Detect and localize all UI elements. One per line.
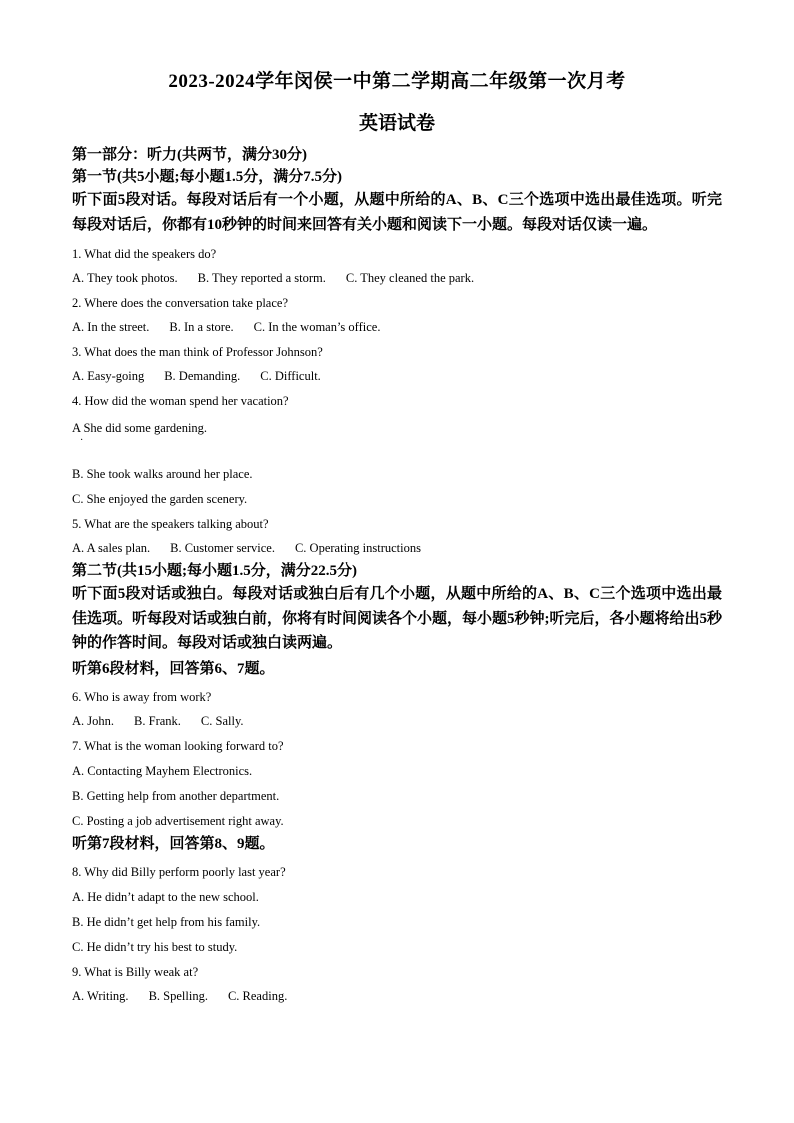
exam-subtitle: 英语试卷 (358, 113, 435, 134)
question-4-option-a: A She did some gardening. (72, 421, 208, 435)
question-4: 4. How did the woman spend her vacation? (72, 394, 289, 408)
question-7-option-c: C. Posting a job advertisement right away. (72, 813, 284, 828)
question-3: 3. What does the man think of Professor Johnson? (72, 345, 323, 359)
option-b: B. Spelling. (148, 988, 208, 1003)
option-b: B. Frank. (134, 713, 181, 728)
section2-instructions: 听下面5段对话或独白。每段对话或独白后有几个小题，从题中所给的A、B、C三个选项中选出最佳选项。听每段对话或独白前，你将有时间阅读各个小题，每小题5秒钟;听完后，各小题将给出5秒钟的作答时间。每段对话或独白读两遍。 (72, 586, 722, 651)
question-4-option-b: B. She took walks around her place. (72, 467, 253, 481)
section1-instructions: 听下面5段对话。每段对话后有一个小题，从题中所给的A、B、C三个选项中选出最佳选项。听完每段对话后，你都有10秒钟的时间来回答有关小题和阅读下一小题。每段对话仅读一遍。 (72, 192, 722, 233)
option-b: B. In a store. (169, 320, 234, 334)
exam-title: 2023-2024学年闵侯一中第二学期高二年级第一次月考 (168, 71, 626, 92)
question-9-options (72, 988, 722, 1004)
option-a: A. Easy-going (72, 369, 145, 383)
question-8-option-b: B. He didn’t get help from his family. (72, 914, 261, 929)
option-c: C. In the woman’s office. (253, 320, 381, 334)
option-a: A. A sales plan. (72, 541, 151, 555)
option-c: C. They cleaned the park. (345, 271, 475, 285)
question-5: 5. What are the speakers talking about? (72, 517, 269, 531)
option-c: C. Reading. (227, 988, 288, 1003)
option-c: C. Difficult. (260, 369, 321, 383)
option-a: A. Writing. (72, 988, 129, 1003)
question-8-option-c: C. He didn’t try his best to study. (72, 939, 238, 954)
question-2: 2. Where does the conversation take place? (72, 296, 288, 310)
question-7-option-b: B. Getting help from another department. (72, 788, 280, 803)
section1-heading: 第一节(共5小题;每小题1.5分，满分7.5分) (72, 169, 342, 185)
question-1: 1. What did the speakers do? (72, 247, 217, 261)
material-7-heading: 听第7段材料，回答第8、9题。 (72, 835, 275, 852)
question-8: 8. Why did Billy perform poorly last year? (72, 864, 286, 879)
question-4-option-c: C. She enjoyed the garden scenery. (72, 492, 248, 506)
option-b: B. Demanding. (164, 369, 241, 383)
page-content (72, 68, 722, 1004)
question-7: 7. What is the woman looking forward to? (72, 738, 284, 753)
question-6-options (72, 713, 722, 729)
option-c: C. Sally. (200, 713, 244, 728)
option-a: A. John. (72, 713, 115, 728)
question-2-options (72, 319, 722, 335)
option-c: C. Operating instructions (294, 541, 421, 555)
section2-heading: 第二节(共15小题;每小题1.5分，满分22.5分) (72, 563, 357, 579)
option-b: B. Customer service. (170, 541, 275, 555)
option-b: B. They reported a storm. (197, 271, 326, 285)
part1-heading: 第一部分：听力(共两节，满分30分) (72, 147, 307, 163)
option-a: A. In the street. (72, 320, 150, 334)
question-3-options (72, 368, 722, 384)
question-9: 9. What is Billy weak at? (72, 964, 199, 979)
material-6-heading: 听第6段材料，回答第6、7题。 (72, 660, 275, 677)
question-7-option-a: A. Contacting Mayhem Electronics. (72, 763, 253, 778)
question-5-options (72, 540, 722, 556)
question-8-option-a: A. He didn’t adapt to the new school. (72, 889, 259, 904)
question-6: 6. Who is away from work? (72, 689, 212, 704)
question-1-options (72, 270, 722, 286)
option-a: A. They took photos. (72, 271, 178, 285)
stray-dot-mark: · (80, 435, 84, 446)
